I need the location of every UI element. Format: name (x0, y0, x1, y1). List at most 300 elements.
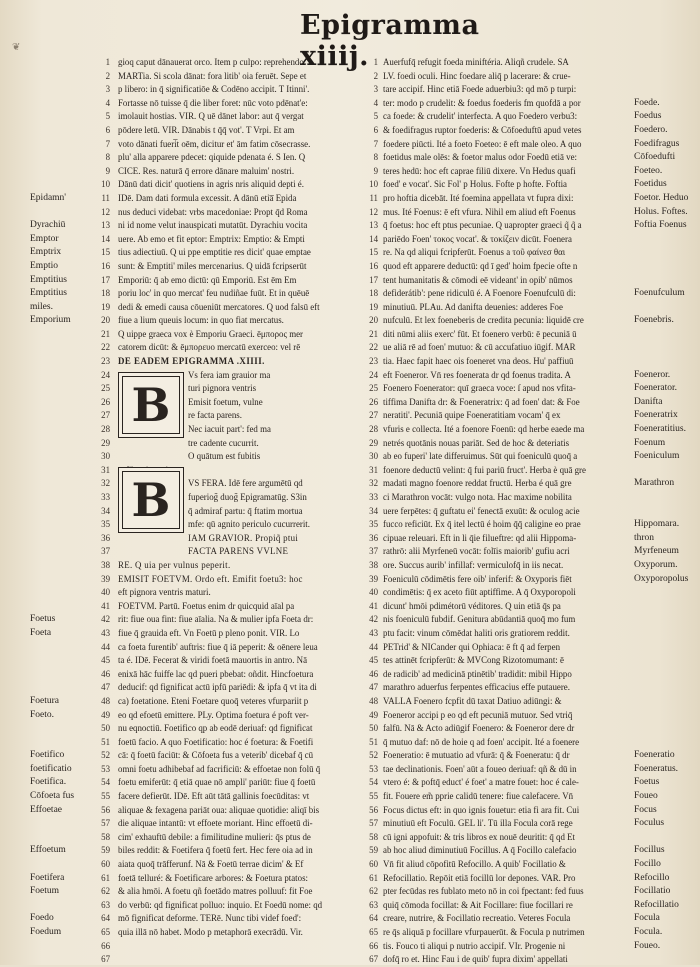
line-number: 43 (369, 627, 378, 638)
line-number: 7 (373, 138, 378, 149)
text-line: mfe: qū agnito periculo cucurrerit. (188, 519, 310, 530)
line-number: 40 (101, 587, 110, 598)
text-line: foetū facio. A quo Foetificatio: hoc é foetura: & Foetifi (118, 736, 314, 747)
line-number: 37 (369, 546, 378, 557)
margin-note: Foeto. (30, 709, 55, 720)
text-line: tiffima Danifta dr: & Foeneratrix: q̄ ad foen' dat: & Foe (383, 396, 580, 407)
text-line: eft pignora ventris maturi. (118, 587, 211, 598)
margin-note (30, 736, 92, 750)
margin-note: Foedo (30, 913, 54, 924)
line-number: 10 (101, 179, 110, 190)
margin-note (30, 545, 92, 559)
margin-note (634, 709, 698, 723)
line-number: 1 (373, 57, 378, 67)
text-line: imolauit hostias. VIR. Q uē dānet labor: aut q̄ vergat (118, 111, 304, 122)
text-line: cū igni appofuit: & tris libros ex nouē deuritit: q̄ qd Et (383, 831, 576, 842)
margin-note (30, 396, 92, 410)
text-line: Vs fera iam grauior ma (188, 369, 271, 380)
margin-note: Foenerator. (634, 383, 678, 394)
text-line: tae declinationis. Foen' aūt a foueo deriuaf: qñ & dū in (383, 763, 577, 774)
text-line: quiq̄ cōmoda focillat: & Ait Focillare: fiue focillari re (383, 899, 573, 910)
margin-note (634, 505, 698, 519)
text-line: ore. Succus aurib' infillaf: vermiculofq̄ in iis necat. (383, 559, 564, 570)
text-line: FOETVM. Partū. Foetus enim dr quicquid aīal pa (118, 600, 295, 611)
margin-note: Emptio (30, 260, 58, 271)
line-number: 27 (369, 410, 378, 421)
margin-note: Foftia Foenus (634, 220, 687, 231)
margin-note: Focillo (634, 859, 661, 870)
line-number: 31 (101, 464, 110, 475)
text-line: foedere piūcti. Ité a foeto Foeteo: ē eft male oleo. A quo (383, 138, 582, 149)
line-number: 9 (105, 165, 110, 176)
text-line: tre cadente cucurrit. (188, 437, 259, 448)
text-line: RE. Q uia per vulnus peperit. (118, 559, 231, 570)
text-line: q̄ foetus: hoc eft ptus pecuniae. Q uapropter graeci q̃ q̃ a (383, 220, 582, 231)
margin-note (30, 70, 92, 84)
text-line: nufculū. Et lex foeneberis de credita pecunia: liquidē cre (383, 315, 584, 326)
margin-note (30, 206, 92, 220)
text-line: ab eo fuperi' late differuimus. Sūt qui foeniculū quoq̄ a (383, 451, 578, 462)
margin-note: Refocillo (634, 872, 670, 883)
line-number: 5 (105, 111, 110, 122)
decorated-initial-b-second: B (118, 467, 184, 533)
line-number: 56 (369, 804, 378, 815)
line-number: 65 (369, 927, 378, 937)
text-line: VS FERA. Idē fere argumētū qd (188, 478, 303, 489)
text-line: cim' exhauftū debile: a fimilitudine mulieri: q̄s ptus de (118, 831, 311, 842)
margin-note (634, 233, 698, 247)
line-number: 58 (369, 831, 378, 842)
text-line: & alia hmōi. A foetu qñ foetādo matres polluuf: fit Foe (118, 886, 313, 897)
text-line: tare accipif. Hinc etiā Foede aduerbiu3: qd mō p turpi: (383, 84, 577, 95)
text-line: LV. foedi oculi. Hinc foedare aliq̄ p lacerare: & crue- (383, 70, 571, 81)
line-number: 67 (369, 954, 378, 965)
text-line: Foeniculū cōdimētis fere oib' inferif: & Oxyporis fiēt (383, 573, 572, 584)
margin-note: Foeta (30, 627, 52, 638)
margin-note (30, 328, 92, 342)
text-line: mō fignificat deforme. TERē. Nunc tibi videf foed': (118, 913, 302, 924)
line-number: 58 (101, 831, 110, 842)
margin-note (30, 355, 92, 369)
margin-note: Foetus (634, 777, 660, 788)
margin-note (634, 328, 698, 342)
line-number: 33 (369, 492, 378, 502)
text-line: CICE. Res. naturā q̄ errore dānare maluim' nostri. (118, 165, 295, 176)
margin-note: Oxyporopolus (634, 573, 689, 584)
text-line: ci Marathron vocāt: vulgo nota. Hac maxime nobilita (383, 492, 572, 502)
text-line: Vn̄ fit aliud cōpofitū Refocillo. A quib' Focillatio & (383, 859, 566, 870)
margin-note (30, 491, 92, 505)
text-line: eo qd efoetū emittere. PLy. Optima foetura é poft ver- (118, 709, 309, 720)
line-number: 49 (369, 709, 378, 720)
line-number: 3 (105, 84, 110, 95)
line-number: 45 (101, 655, 110, 666)
text-line: teres hedū: hoc eft caprae filiū dixere. Vn Hedus quafi (383, 165, 576, 176)
text-line: IDē. Dam dati formula excessit. A dānū etia̅ Epida (118, 192, 297, 203)
margin-note (30, 586, 92, 600)
line-number: 53 (369, 763, 378, 774)
text-line: ta é. IDē. Fecerat & viridi foetā mauortis in antro. Nā (118, 655, 308, 666)
text-line: MARTia. Si scola dānat: fora litib' oia feruēt. Sepe et (118, 70, 307, 81)
margin-note: Effoetae (30, 804, 62, 815)
margin-note: Foetor. Heduo (634, 192, 689, 203)
line-number: 54 (369, 777, 378, 788)
line-number: 63 (369, 899, 378, 910)
line-number: 50 (101, 723, 110, 734)
margin-note (30, 477, 92, 491)
text-line: Dānū dati dicit' quotiens in agris nris aliquid depti é. (118, 179, 304, 190)
line-number: 25 (369, 383, 378, 394)
text-line: foetā telluré: & Foetificare arbores: & Foetura ptatos: (118, 872, 309, 883)
text-line: foenore deductū velint: q̄ fui pariū fruct'. Herba è quā gre (383, 464, 586, 475)
text-line: tius adiectiuū. Q ui ppe emptitie res dicit' quae emptae (118, 247, 311, 258)
margin-note (30, 654, 92, 668)
line-number: 46 (369, 668, 378, 679)
text-line: ca) foetatione. Eteni Foetare quoq̄ veteres vfurpariit p (118, 695, 309, 706)
margin-note (634, 341, 698, 355)
text-line: & foedifragus ruptor foederis: & Cōfoeduftū apud vetes (383, 124, 582, 135)
margin-note (634, 831, 698, 845)
line-number: 66 (101, 940, 110, 951)
line-number: 27 (101, 410, 110, 421)
line-number: 18 (369, 288, 378, 299)
margin-note: Foeteo. (634, 165, 663, 176)
text-line: tent humanitatis & cōmodi eē videant' in opib' nūmos (383, 274, 573, 285)
line-number: 57 (101, 818, 110, 829)
margin-note (30, 124, 92, 138)
line-number: 17 (101, 274, 110, 285)
margin-note: Refocillatio (634, 899, 679, 910)
margin-note (634, 654, 698, 668)
line-number: 14 (101, 233, 110, 244)
line-number: 8 (105, 152, 110, 163)
line-number: 25 (101, 383, 110, 394)
text-line: dedi & emedi causa cōueniūt mercatores. Q uod falsū eft (118, 301, 320, 312)
text-line: pariēdo Foen' τοκος vocat'. & τοκίζειν dicūt. Foenera (383, 233, 572, 244)
line-number: 23 (369, 356, 378, 367)
margin-note (634, 641, 698, 655)
line-number: 20 (101, 315, 110, 326)
text-line: plu' alla apparere pdecet: qiquide pdenata é. S Ien. Q (118, 152, 306, 163)
line-number: 44 (101, 641, 110, 652)
line-number: 67 (101, 954, 110, 965)
line-number: 47 (369, 682, 378, 693)
margin-note (30, 341, 92, 355)
text-line: minutiuū eft Foculū. GEL li'. Tū illa Focula corā rege (383, 818, 573, 829)
margin-note (30, 831, 92, 845)
line-number: 37 (101, 546, 110, 557)
text-line: EMISIT FOETVM. Ordo eft. Emifit foetu3: hoc (118, 573, 303, 584)
margin-note (30, 722, 92, 736)
line-number: 32 (101, 478, 110, 489)
margin-note: Emporium (30, 315, 71, 326)
text-line: sunt: & Emptiti' miles mercenarius. Q uidā fcripserūt (118, 260, 307, 271)
text-line: FACTA PARENS VVLNE (188, 546, 289, 557)
text-line: fit. Fouere em̃ pprie calidū tenere: fiue calefacere. Vn̄ (383, 791, 574, 802)
text-line: vfuris e collecta. Ité a foenore Foenū: qd herbe eaede ma (383, 424, 585, 435)
text-line: foed' e vocat'. Sic Fol' p Holus. Fofte p hofte. Foftia (383, 179, 567, 190)
line-number: 15 (101, 247, 110, 258)
text-line: fucco reficiūt. Ex q̄ itel lectū é hoim q̄q̄ caligine eo prae (383, 519, 581, 530)
margin-note: Foetus (30, 614, 56, 625)
margin-note: Epidamn' (30, 192, 67, 203)
margin-note (634, 627, 698, 641)
line-number: 54 (101, 777, 110, 788)
line-number: 46 (101, 668, 110, 679)
margin-note (30, 681, 92, 695)
text-line: Fortasse nō tuisse q̄ die liber foret: nūc voto pdēnat'e: (118, 97, 308, 108)
margin-note (30, 165, 92, 179)
text-line: do verbū: qd fignificat polluo: inquio. Et Foedū nome: qd (118, 899, 323, 910)
line-number: 59 (101, 845, 110, 856)
line-number: 38 (101, 559, 110, 570)
line-number: 2 (105, 70, 110, 81)
margin-note: Focula. (634, 927, 663, 937)
margin-note: thron (634, 532, 655, 543)
margin-note (30, 668, 92, 682)
line-number: 51 (101, 736, 110, 747)
margin-note: Focula (634, 913, 660, 924)
margin-note: Holus. Foftes. (634, 206, 688, 217)
text-line: uere. Ab emo et fit eptor: Emptrix: Emptio: & Empti (118, 233, 305, 244)
line-number: 44 (369, 641, 378, 652)
text-line: fuperiog̃ duog̃ Epigramatūg. S3in (188, 492, 307, 502)
line-number: 49 (101, 709, 110, 720)
line-number: 51 (369, 736, 378, 747)
text-line: re facta parens. (188, 410, 242, 421)
margin-note: Foetura (30, 695, 60, 706)
line-number: 35 (101, 519, 110, 530)
text-line: minutiuū. PLAu. Ad danifta deuenies: adderes Foe (383, 301, 563, 312)
line-number: 10 (369, 179, 378, 190)
text-line: ptu facit: vinum cōmēdat haliti oris gratiorem reddit. (383, 627, 570, 638)
line-number: 22 (101, 342, 110, 353)
text-line: poriu loc' in quo mercat' feu nudiñae fuūt. Et in quēuē (118, 288, 310, 299)
text-line: PETrid' & NICander qui Ophiaca: ē ft q̄ ad ferpen (383, 641, 561, 652)
text-line: turi pignora ventris (188, 383, 257, 394)
line-number: 22 (369, 342, 378, 353)
text-line: marathro aduerfus ferpentes efficacius effe putauere. (383, 682, 570, 693)
margin-note: Foetidus (634, 179, 667, 190)
line-number: 38 (369, 559, 378, 570)
line-number: 19 (101, 301, 110, 312)
line-number: 63 (101, 899, 110, 910)
margin-note (634, 586, 698, 600)
line-number: 34 (369, 505, 378, 516)
line-number: 30 (369, 451, 378, 462)
text-line: q̄ admiraf partu: q̄ ftatim mortua (188, 505, 303, 516)
margin-note (30, 423, 92, 437)
text-line: falfū. Nā & Acto adiūgif Foenero: & Foeneror dere dr (383, 723, 575, 734)
text-line: IAM GRAVIOR. Propiq̃ ptui (188, 532, 299, 543)
line-number: 57 (369, 818, 378, 829)
text-line: pter fecūdas res fublato meto nō in coi fpectant: fed fuus (383, 886, 584, 897)
text-line: defiderátib': pene ridiculū é. A Foenore Foenufculū di: (383, 288, 576, 299)
margin-note: Foeneror. (634, 369, 671, 380)
text-line: Foenero Foenerator: quī graeca voce: ſ apud nos vfita- (383, 383, 576, 394)
margin-note: Foeneratio (634, 750, 675, 761)
text-line: omni foetu adhibebaf ad facrificiū: & effoetae non folū q̄ (118, 763, 321, 774)
text-line: VALLA Foenero fcpfit dū taxat Datiuo adiūngi: & (383, 695, 562, 706)
margin-note: Foculus (634, 818, 665, 829)
margin-note (30, 97, 92, 111)
text-line: q̄ mutuo daf: nō de hoie q ad foen' accipit. Ité a foenere (383, 736, 580, 747)
margin-note (30, 573, 92, 587)
margin-note (634, 301, 698, 315)
line-number: 66 (369, 940, 378, 951)
line-number: 65 (101, 927, 110, 937)
text-line: ca foeta furentib' auftris: fiue q̄ iā peperit: & oēnere leua (118, 641, 318, 652)
margin-note (30, 518, 92, 532)
line-number: 39 (101, 573, 110, 584)
margin-note (634, 613, 698, 627)
margin-note (634, 246, 698, 260)
text-line: biles reddit: & Foetifera q̄ foetū fert. Hec fere oia ad in (118, 845, 313, 856)
line-number: 26 (101, 396, 110, 407)
text-line: foetu emiferūt: q̄ etiā quae nō ampli' pariūt: fiue q̄ foetū (118, 777, 316, 788)
line-number: 59 (369, 845, 378, 856)
margin-note (30, 409, 92, 423)
line-number: 42 (369, 614, 378, 625)
line-number: 1 (105, 57, 110, 67)
text-line: enixā hāc fuiffe lac qd pueri pbebat: oñdit. Hincfoetura (118, 668, 314, 679)
margin-note: Foenufculum (634, 288, 685, 299)
text-line: nu eqnoctiū. Foetifico qp ab eodē deriuaf: qd fignificat (118, 723, 313, 734)
margin-note (634, 668, 698, 682)
text-line: voto dānati fueri̅t oēm, dicitur et' ām fatim cōsecrasse. (118, 138, 311, 149)
line-number: 19 (369, 301, 378, 312)
text-line: pro hoftia dicebāt. Ité foemina appellata vt fupra dixi: (383, 192, 574, 203)
line-number: 2 (373, 70, 378, 81)
text-line: diti nūmi aliis exerc' fūt. Et foenero verbū: ē pecuniā ū (383, 328, 577, 339)
margin-note (634, 600, 698, 614)
margin-note (634, 260, 698, 274)
margin-note: miles. (30, 301, 53, 312)
margin-note (30, 858, 92, 872)
text-line: fiue q̄ grauida eft. Vn Foetū p pleno ponit. VIR. Lo (118, 627, 300, 638)
text-line: O quātum est fubitis (188, 451, 261, 462)
line-number: 12 (369, 206, 378, 217)
line-number: 56 (101, 804, 110, 815)
line-number: 55 (101, 791, 110, 802)
line-number: 17 (369, 274, 378, 285)
line-number: 4 (373, 97, 378, 108)
margin-note (634, 464, 698, 478)
margin-note (30, 641, 92, 655)
margin-note: Foeneratitius. (634, 424, 686, 435)
text-line: de radicib' ad medicinā ptinētib' tradidit: mibil Hippo (383, 668, 572, 679)
text-line: die aliquae intantū: vt effoete moriant. Hinc effoetū di- (118, 818, 313, 829)
line-number: 6 (105, 124, 110, 135)
line-number: 11 (101, 192, 110, 203)
line-number: 40 (369, 587, 378, 598)
line-number: 43 (101, 627, 110, 638)
margin-note (634, 274, 698, 288)
margin-note (30, 178, 92, 192)
margin-note: Focillatio (634, 886, 671, 897)
line-number: 29 (369, 437, 378, 448)
text-line: Refocillatio. Repōit etiā focillū lor depones. VAR. Pro (383, 872, 576, 883)
margin-note (30, 138, 92, 152)
line-number: 60 (369, 859, 378, 870)
margin-note (30, 151, 92, 165)
line-number: 15 (369, 247, 378, 258)
text-line: cā: q̄ foetū faciūt: & Cōfoeta fus a veterib' dicebaf q̄ cū (118, 750, 314, 761)
margin-note (30, 464, 92, 478)
text-line: tes attinēt fcripferūt: & MVCong Rizotomumant: ē (383, 655, 564, 666)
margin-note: foetificatio (30, 763, 72, 774)
margin-note: Foede. (634, 97, 660, 108)
margin-note (30, 505, 92, 519)
margin-note (30, 532, 92, 546)
margin-note: Foeneratus. (634, 763, 679, 774)
margin-note (634, 695, 698, 709)
line-number: 16 (101, 260, 110, 271)
line-number: 20 (369, 315, 378, 326)
text-line: quod eft apparere deductū: qd ī ged' hoim fpecie ofte n (383, 260, 578, 271)
line-number: 53 (101, 763, 110, 774)
margin-note: Oxyporum. (634, 559, 678, 570)
margin-note (30, 450, 92, 464)
margin-note: Myrfeneum (634, 546, 679, 557)
line-number: 30 (101, 451, 110, 462)
text-line: Q uippe graeca vox è Emporiu Graeci. ēμπορος mer (118, 328, 303, 339)
text-line: dicunt' hmōi pdimétorū véditores. Q uin etiā q̄s pa (383, 600, 561, 611)
line-number: 28 (369, 424, 378, 435)
margin-note (634, 736, 698, 750)
text-line: quia illā nō habet. Modo p metaphorā execrādū. Vir. (118, 927, 303, 937)
margin-note: Hippomara. (634, 519, 680, 530)
text-line: facere defierūt. IDē. Eft aūt tātā gallinis foecūditas: vt (118, 791, 310, 802)
text-line: tia. Haec fapit haec ois foeneret vna deos. Hu' paffiuū (383, 356, 574, 367)
margin-note: Foedifragus (634, 138, 680, 149)
line-number: 13 (101, 220, 110, 231)
line-number: 36 (369, 532, 378, 543)
line-number: 8 (373, 152, 378, 163)
line-number: 55 (369, 791, 378, 802)
margin-note (30, 600, 92, 614)
margin-note: Cōfoeta fus (30, 791, 75, 802)
line-number: 64 (369, 913, 378, 924)
margin-note: Focillus (634, 845, 665, 856)
line-number: 21 (101, 328, 110, 339)
text-line: pōdere letū. VIR. Dānabis t q̄q̄ vot'. T Vrpi. Et am (118, 124, 295, 135)
text-line: cipuae releuari. Eft in li q̄ie filueftre: qd alii Hippoma- (383, 532, 577, 543)
margin-note: Foeniculum (634, 451, 680, 462)
margin-note: Foeneratrix (634, 410, 678, 421)
line-number: 31 (369, 464, 378, 475)
margin-note: Foedus (634, 111, 662, 122)
text-line: nis foeniculū fubdif. Genitura abūdantiā quoq̄ mo fum (383, 614, 576, 625)
line-number: 64 (101, 913, 110, 924)
line-number: 34 (101, 505, 110, 516)
margin-note (634, 56, 698, 70)
text-line: gioq caput dānauerat orco. Item p culpo: reprehendo. (118, 57, 307, 67)
text-line: aiata quoq̄ trāfferunf. Nā & Foetū terrae dicim' & Ef (118, 859, 304, 870)
line-number: 52 (369, 750, 378, 761)
text-line: fiue a lium queuis locum: in quo fiat mercatus. (118, 315, 284, 326)
line-number: 5 (373, 111, 378, 122)
text-line: ca foede: & crudelit' interfecta. A quo Foedero verbu3: (383, 111, 578, 122)
left-margin-notes (30, 56, 92, 940)
margin-note (634, 355, 698, 369)
text-line: nus deduci videbat: vrbs macedoniae: Propt q̄d Roma (118, 206, 308, 217)
margin-note (634, 681, 698, 695)
margin-note: Foueo. (634, 940, 661, 951)
line-number: 26 (369, 396, 378, 407)
margin-note: Emptitius (30, 288, 67, 299)
line-number: 24 (369, 369, 378, 380)
